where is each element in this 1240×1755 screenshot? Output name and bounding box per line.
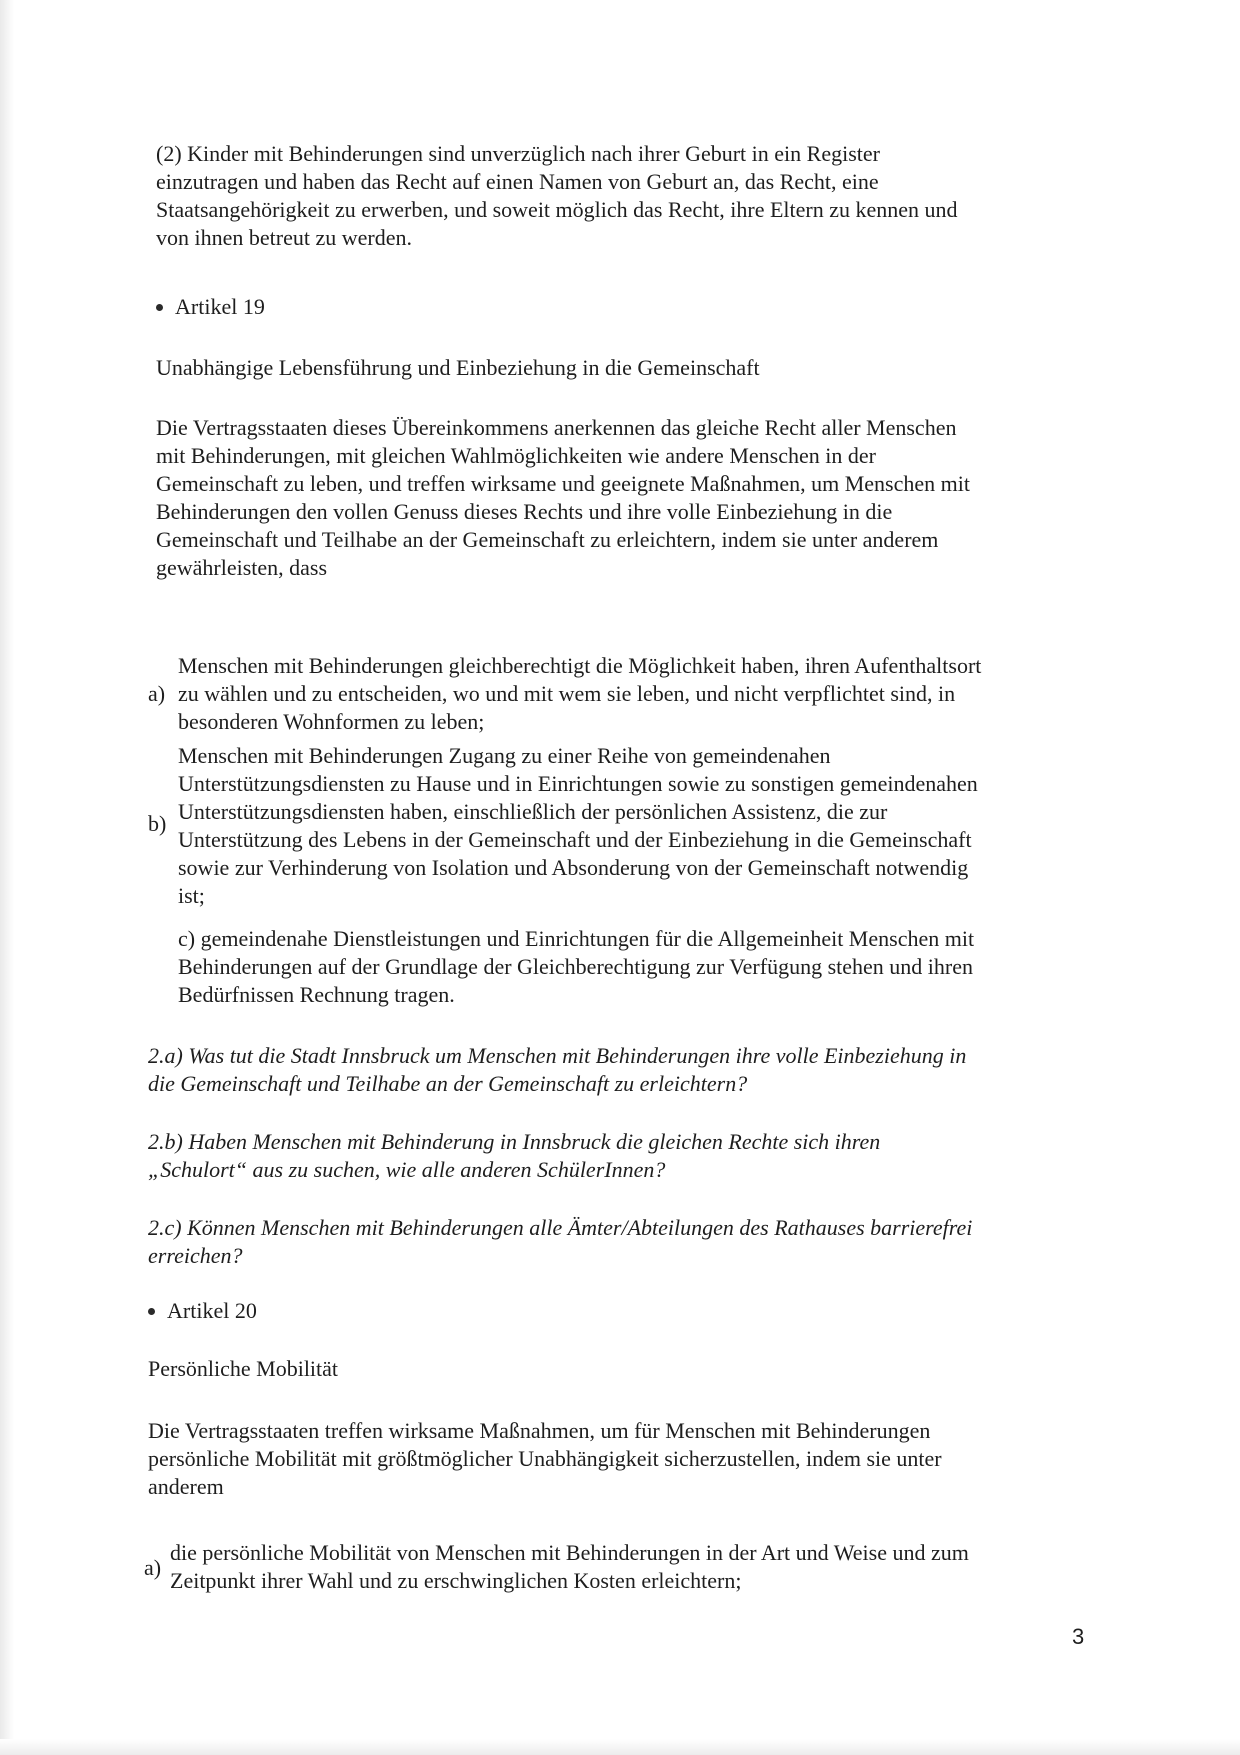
text-line: die persönliche Mobilität von Menschen mit Behinderungen in der Art und Weise und zum (170, 1540, 969, 1565)
article-20-title (148, 1355, 338, 1383)
article-20-item-a (170, 1539, 969, 1595)
section-title: Unabhängige Lebensführung und Einbeziehung in die Gemeinschaft (156, 355, 760, 380)
question-2b (148, 1128, 880, 1184)
article-19-item-b (178, 742, 978, 910)
item-marker-a: a) (144, 1555, 162, 1580)
text-line: Menschen mit Behinderungen Zugang zu einer Reihe von gemeindenahen (178, 743, 831, 768)
text-line: anderem (148, 1474, 224, 1499)
item-marker-a: a) (148, 681, 166, 706)
text-line: Staatsangehörigkeit zu erwerben, und soweit möglich das Recht, ihre Eltern zu kennen und (156, 197, 958, 222)
question-2c (148, 1214, 972, 1270)
text-line: Behinderungen den vollen Genuss dieses Rechts und ihre volle Einbeziehung in die (156, 499, 893, 524)
text-line: 2.c) Können Menschen mit Behinderungen alle Ämter/Abteilungen des Rathauses barrierefrei (148, 1215, 973, 1240)
text-line: sowie zur Verhinderung von Isolation und Absonderung von der Gemeinschaft notwendig (178, 855, 969, 880)
text-line: ist; (178, 883, 205, 908)
text-line: einzutragen und haben das Recht auf einen Namen von Geburt an, das Recht, eine (156, 169, 879, 194)
scan-edge-shadow (0, 0, 14, 1755)
text-line: besonderen Wohnformen zu leben; (178, 709, 485, 734)
paragraph-2 (156, 140, 958, 252)
article-19-item-c (178, 925, 974, 1009)
item-marker-b: b) (148, 811, 167, 836)
text-line: 2.b) Haben Menschen mit Behinderung in Innsbruck die gleichen Rechte sich ihren (148, 1129, 881, 1154)
article-20-heading (148, 1297, 257, 1325)
text-line: zu wählen und zu entscheiden, wo und mit wem sie leben, und nicht verpflichtet sind, in (178, 681, 956, 706)
article-19-item-a (178, 652, 981, 736)
article-19-intro (156, 414, 970, 582)
text-line: die Gemeinschaft und Teilhabe an der Gemeinschaft zu erleichtern? (148, 1071, 748, 1096)
text-line: Behinderungen auf der Grundlage der Gleichberechtigung zur Verfügung stehen und ihren (178, 954, 973, 979)
text-line: erreichen? (148, 1243, 243, 1268)
text-line: „Schulort“ aus zu suchen, wie alle anderen SchülerInnen? (148, 1157, 666, 1182)
text-line: Unterstützungsdiensten zu Hause und in Einrichtungen sowie zu sonstigen gemeindenahen (178, 771, 978, 796)
article-19-title (156, 354, 760, 382)
scan-bottom-shadow (0, 1739, 1240, 1755)
bullet-icon (148, 1308, 155, 1315)
page-number: 3 (1072, 1624, 1085, 1649)
text-line: gewährleisten, dass (156, 555, 328, 580)
text-line: von ihnen betreut zu werden. (156, 225, 412, 250)
text-line: c) gemeindenahe Dienstleistungen und Einrichtungen für die Allgemeinheit Menschen mit (178, 926, 975, 951)
text-line: persönliche Mobilität mit größtmöglicher Unabhängigkeit sicherzustellen, indem sie unter (148, 1446, 942, 1471)
text-line: Die Vertragsstaaten dieses Übereinkommens anerkennen das gleiche Recht aller Menschen (156, 415, 957, 440)
text-line: Gemeinschaft zu leben, und treffen wirksame und geeignete Maßnahmen, um Menschen mit (156, 471, 970, 496)
text-line: Bedürfnissen Rechnung tragen. (178, 982, 455, 1007)
text-line: Unterstützung des Lebens in der Gemeinschaft und der Einbeziehung in die Gemeinschaft (178, 827, 972, 852)
section-title: Persönliche Mobilität (148, 1356, 339, 1381)
article-label: Artikel 19 (175, 294, 265, 319)
article-20-intro (148, 1417, 942, 1501)
text-line: (2) Kinder mit Behinderungen sind unverzüglich nach ihrer Geburt in ein Register (156, 141, 880, 166)
text-line: Die Vertragsstaaten treffen wirksame Maßnahmen, um für Menschen mit Behinderungen (148, 1418, 931, 1443)
text-line: Zeitpunkt ihrer Wahl und zu erschwinglichen Kosten erleichtern; (170, 1568, 742, 1593)
text-line: 2.a) Was tut die Stadt Innsbruck um Menschen mit Behinderungen ihre volle Einbeziehung in (148, 1043, 967, 1068)
article-19-heading (156, 293, 265, 321)
text-line: mit Behinderungen, mit gleichen Wahlmöglichkeiten wie andere Menschen in der (156, 443, 876, 468)
text-line: Gemeinschaft und Teilhabe an der Gemeinschaft zu erleichtern, indem sie unter anderem (156, 527, 939, 552)
question-2a (148, 1042, 966, 1098)
text-line: Unterstützungsdiensten haben, einschließlich der persönlichen Assistenz, die zur (178, 799, 888, 824)
article-label: Artikel 20 (167, 1298, 257, 1323)
bullet-icon (156, 304, 163, 311)
text-line: Menschen mit Behinderungen gleichberechtigt die Möglichkeit haben, ihren Aufenthaltsort (178, 653, 982, 678)
